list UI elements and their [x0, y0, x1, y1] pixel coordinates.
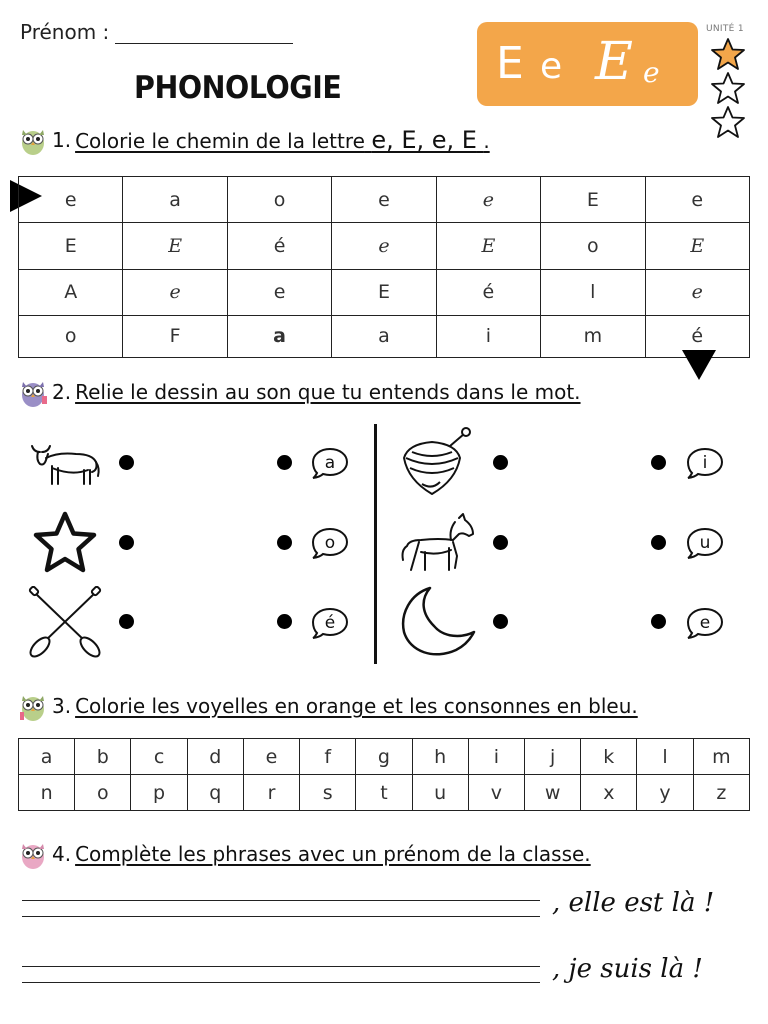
connect-dot[interactable]	[493, 614, 508, 629]
grid-cell[interactable]: a	[332, 315, 436, 357]
letter-cell[interactable]: d	[187, 739, 243, 775]
grid-cell[interactable]: A	[19, 269, 123, 315]
grid-cell[interactable]: m	[541, 315, 645, 357]
table-row	[19, 223, 750, 269]
speech-bubble-icon	[686, 447, 724, 479]
letter-cell[interactable]: m	[693, 739, 749, 775]
sound-label: i	[702, 453, 708, 473]
phrase-ending: , elle est là !	[552, 888, 715, 918]
grid-cell[interactable]: e	[123, 269, 227, 315]
owl-icon	[18, 838, 48, 870]
letter-cell[interactable]: u	[412, 775, 468, 811]
level-stars	[709, 37, 747, 139]
letter-cell[interactable]: y	[637, 775, 693, 811]
alphabet-grid	[18, 738, 750, 811]
grid-cell[interactable]: i	[436, 315, 540, 357]
letter-cell[interactable]: s	[300, 775, 356, 811]
star-outline-icon	[709, 105, 747, 139]
connect-dot[interactable]	[277, 535, 292, 550]
connect-dot[interactable]	[493, 535, 508, 550]
prenom-line[interactable]	[115, 26, 293, 44]
grid-cell[interactable]: E	[645, 223, 749, 269]
letter-cell[interactable]: o	[75, 775, 131, 811]
connect-dot[interactable]	[651, 535, 666, 550]
section1-letters: e, E, e, E	[371, 126, 477, 154]
grid-cell[interactable]: e	[645, 269, 749, 315]
grid-cell[interactable]: a	[227, 315, 331, 357]
sound-label: e	[699, 613, 711, 633]
grid-cell[interactable]: e	[645, 177, 749, 223]
grid-cell[interactable]: o	[541, 223, 645, 269]
section4-instruction: Complète les phrases avec un prénom de la classe.	[75, 842, 591, 866]
badge-letter-upper-cursive: E	[595, 32, 633, 92]
sound-label: a	[324, 453, 336, 473]
prenom-label: Prénom :	[20, 20, 110, 44]
speech-bubble-icon	[686, 527, 724, 559]
connect-dot[interactable]	[277, 455, 292, 470]
star-icon	[30, 510, 100, 576]
grid-cell[interactable]: e	[19, 177, 123, 223]
section2-number: 2.	[52, 380, 72, 404]
connect-dot[interactable]	[651, 614, 666, 629]
section3-title	[18, 690, 638, 722]
letter-cell[interactable]: h	[412, 739, 468, 775]
letter-cell[interactable]: n	[19, 775, 75, 811]
speech-bubble-icon	[311, 447, 349, 479]
grid-cell[interactable]: E	[436, 223, 540, 269]
letter-cell[interactable]: r	[243, 775, 299, 811]
letter-cell[interactable]: e	[243, 739, 299, 775]
section4-number: 4.	[52, 842, 72, 866]
star-outline-icon	[709, 71, 747, 105]
letter-cell[interactable]: w	[524, 775, 580, 811]
write-line[interactable]	[22, 900, 540, 901]
connect-dot[interactable]	[119, 614, 134, 629]
grid-cell[interactable]: E	[332, 269, 436, 315]
grid-cell[interactable]: E	[541, 177, 645, 223]
letter-cell[interactable]: a	[19, 739, 75, 775]
connect-dot[interactable]	[651, 455, 666, 470]
letter-cell[interactable]: z	[693, 775, 749, 811]
letter-cell[interactable]: g	[356, 739, 412, 775]
sound-label: é	[324, 613, 336, 633]
speech-bubble-icon	[311, 527, 349, 559]
sound-label: u	[699, 533, 711, 553]
connect-dot[interactable]	[493, 455, 508, 470]
table-row	[19, 177, 750, 223]
grid-cell[interactable]: é	[436, 269, 540, 315]
letter-cell[interactable]: p	[131, 775, 187, 811]
grid-cell[interactable]: e	[332, 223, 436, 269]
grid-cell[interactable]: E	[19, 223, 123, 269]
unit-label: UNITÉ 1	[706, 24, 744, 34]
page-title: PHONOLOGIE	[134, 70, 342, 106]
section3-number: 3.	[52, 694, 72, 718]
letter-cell[interactable]: v	[468, 775, 524, 811]
section1-number: 1.	[52, 128, 72, 152]
owl-icon	[18, 124, 48, 156]
grid-cell[interactable]: E	[123, 223, 227, 269]
phrase-ending: , je suis là !	[552, 954, 703, 984]
letter-cell[interactable]: x	[581, 775, 637, 811]
moon-icon	[398, 584, 478, 660]
grid-cell[interactable]: o	[227, 177, 331, 223]
horse-icon	[399, 512, 477, 574]
section2-title	[18, 376, 581, 408]
write-line[interactable]	[22, 982, 540, 983]
section1-instruction: Colorie le chemin de la lettre e, E, e, E .	[75, 126, 490, 154]
section2-instruction: Relie le dessin au son que tu entends dans le mot.	[75, 380, 581, 404]
section4-title	[18, 838, 591, 870]
star-filled-icon	[709, 37, 747, 71]
letter-cell[interactable]: i	[468, 739, 524, 775]
bull-icon	[28, 438, 102, 490]
letter-cell[interactable]: l	[637, 739, 693, 775]
grid-cell[interactable]: o	[19, 315, 123, 357]
letter-cell[interactable]: c	[131, 739, 187, 775]
grid-cell[interactable]: é	[645, 315, 749, 357]
letter-cell[interactable]: k	[581, 739, 637, 775]
write-line[interactable]	[22, 916, 540, 917]
spinning-top-icon	[398, 426, 478, 498]
owl-icon	[18, 376, 48, 408]
column-divider	[374, 424, 377, 664]
prenom-field[interactable]	[20, 20, 293, 44]
grid-cell[interactable]: e	[332, 177, 436, 223]
letter-badge	[477, 22, 698, 106]
table-row	[19, 775, 750, 811]
section3-instruction: Colorie les voyelles en orange et les consonnes en bleu.	[75, 694, 638, 718]
table-row	[19, 269, 750, 315]
section1-title	[18, 124, 490, 156]
connect-dot[interactable]	[119, 535, 134, 550]
table-row	[19, 739, 750, 775]
grid-cell[interactable]: a	[123, 177, 227, 223]
connect-dot[interactable]	[277, 614, 292, 629]
end-arrow-icon	[682, 350, 716, 380]
grid-cell[interactable]: F	[123, 315, 227, 357]
letter-cell[interactable]: t	[356, 775, 412, 811]
letter-cell[interactable]: j	[524, 739, 580, 775]
grid-cell[interactable]: é	[227, 223, 331, 269]
badge-letter-upper-print: E	[496, 38, 524, 89]
speech-bubble-icon	[686, 607, 724, 639]
speech-bubble-icon	[311, 607, 349, 639]
sound-label: o	[324, 533, 336, 553]
letter-path-grid	[18, 176, 750, 358]
connect-dot[interactable]	[119, 455, 134, 470]
grid-cell[interactable]: e	[227, 269, 331, 315]
owl-icon	[18, 690, 48, 722]
grid-cell[interactable]: e	[436, 177, 540, 223]
paddles-icon	[26, 586, 104, 658]
table-row	[19, 315, 750, 357]
letter-cell[interactable]: b	[75, 739, 131, 775]
badge-letter-lower-print: e	[540, 46, 563, 87]
write-line[interactable]	[22, 966, 540, 967]
grid-cell[interactable]: l	[541, 269, 645, 315]
badge-letter-lower-cursive: e	[643, 56, 660, 89]
letter-cell[interactable]: q	[187, 775, 243, 811]
letter-cell[interactable]: f	[300, 739, 356, 775]
